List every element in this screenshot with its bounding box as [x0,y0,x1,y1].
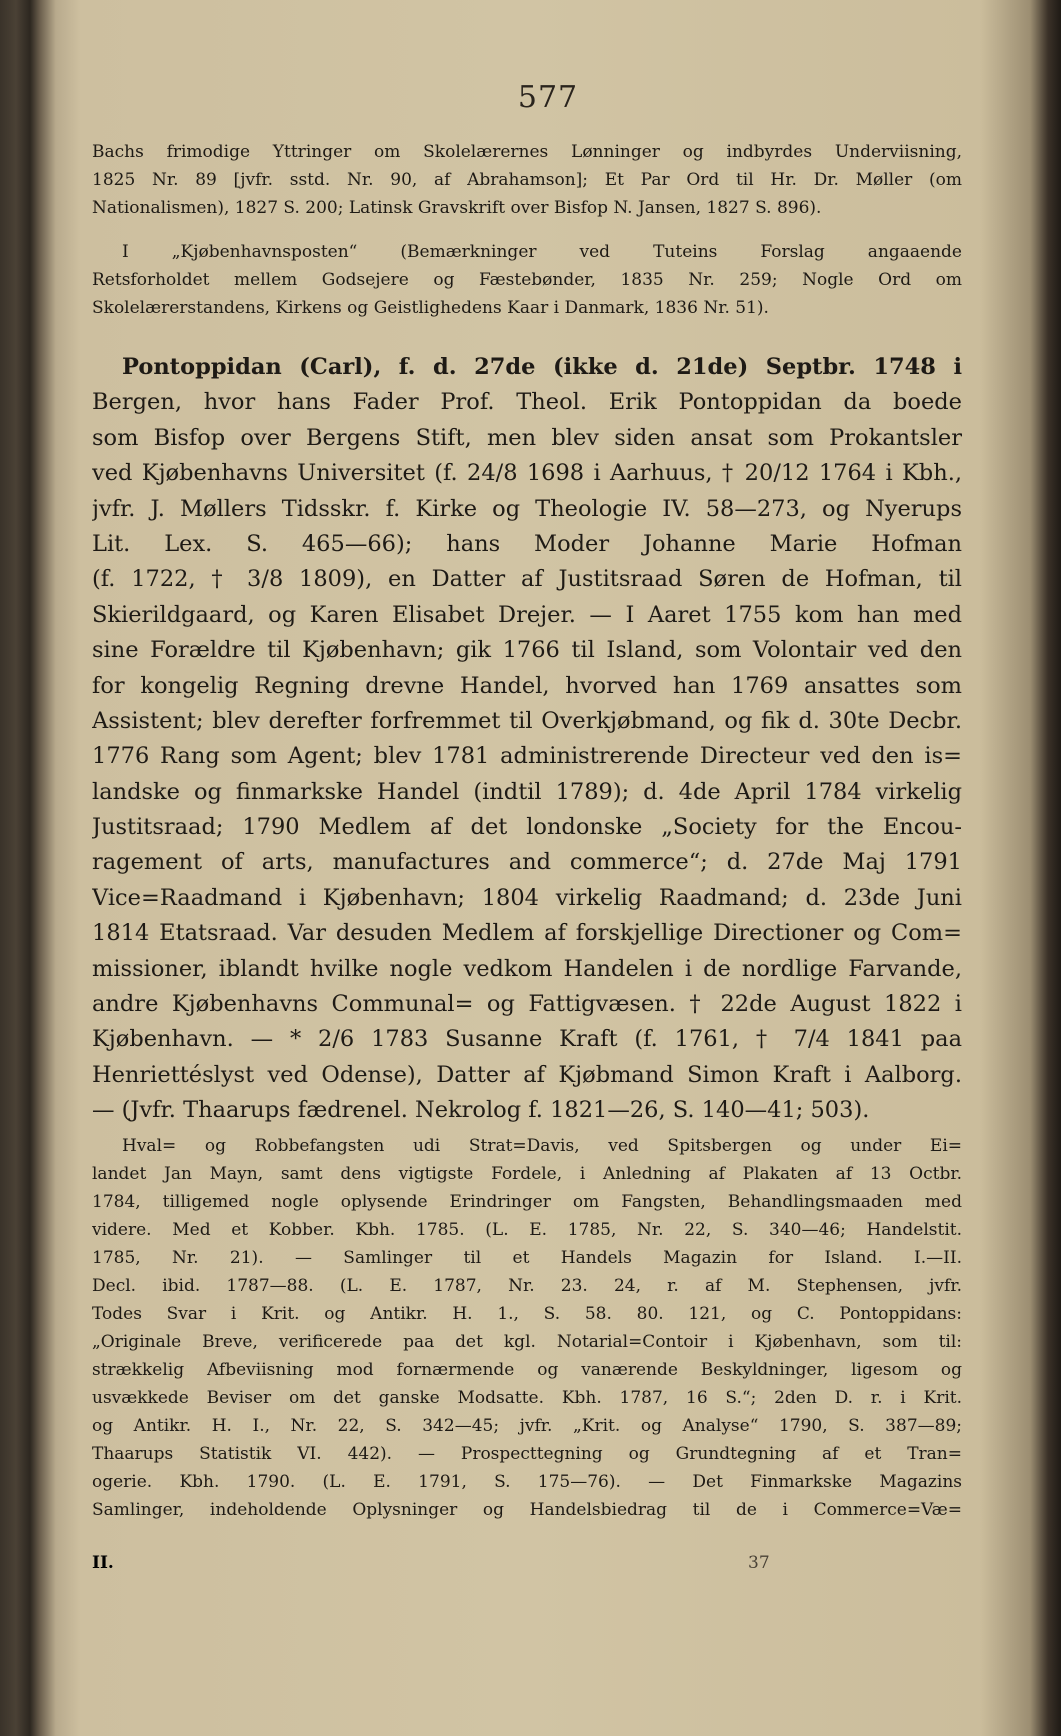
text-line: Vice=Raadmand i Kjøbenhavn; 1804 virkelig Raadmand; d. 23de Juni [92,884,962,911]
text-line: Skolelærerstandens, Kirkens og Geistlighedens Kaar i Danmark, 1836 Nr. 51). [92,298,769,318]
paragraph-bach-writings [92,138,962,222]
text-line: landske og finmarkske Handel (indtil 1789); d. 4de April 1784 virkelig [92,778,962,805]
paragraph-hval-og-robbefangsten [92,1132,962,1524]
text-line: videre. Med et Kobber. Kbh. 1785. (L. E. 1785, Nr. 22, S. 340—46; Handelstit. [92,1220,962,1240]
text-line: Skierildgaard, og Karen Elisabet Drejer. — I Aaret 1755 kom han med [92,601,962,628]
text-line: andre Kjøbenhavns Communal= og Fattigvæsen. † 22de August 1822 i [92,991,962,1018]
text-line: strækkelig Afbeviisning mod fornærmende og vanærende Beskyldninger, ligesom og [92,1360,962,1380]
text-line: Lit. Lex. S. 465—66); hans Moder Johanne Marie Hofman [92,530,962,557]
text-line: Retsforholdet mellem Godsejere og Fæstebønder, 1835 Nr. 259; Nogle Ord om [92,270,962,290]
text-line: Justitsraad; 1790 Medlem af det londonske „Society for the Encou- [92,814,962,841]
page-number: 577 [517,80,579,115]
text-line: Kjøbenhavn. — * 2/6 1783 Susanne Kraft (f. 1761, † 7/4 1841 paa [92,1026,962,1053]
signature-mark: 37 [748,1553,770,1573]
text-line: 1784, tilligemed nogle oplysende Erindringer om Fangsten, Behandlingsmaaden med [92,1192,962,1212]
text-line: Assistent; blev derefter forfremmet til Overkjøbmand, og fik d. 30te Decbr. [92,707,962,734]
text-line: som Bisfop over Bergens Stift, men blev siden ansat som Prokantsler [92,424,962,451]
entry-heading-line: Pontoppidan (Carl), f. d. 27de (ikke d. 21de) Septbr. 1748 i [122,354,962,380]
text-line: ogerie. Kbh. 1790. (L. E. 1791, S. 175—76). — Det Finmarkske Magazins [92,1472,962,1492]
text-line: Bergen, hvor hans Fader Prof. Theol. Erik Pontoppidan da boede [92,389,962,416]
text-line: Decl. ibid. 1787—88. (L. E. 1787, Nr. 23. 24, r. af M. Stephensen, jvfr. [92,1276,962,1296]
text-line: Hval= og Robbefangsten udi Strat=Davis, ved Spitsbergen og under Ei= [122,1136,962,1156]
text-line: Bachs frimodige Yttringer om Skolelærernes Lønninger og indbyrdes Underviisning, [92,142,962,162]
text-line: — (Jvfr. Thaarups fædrenel. Nekrolog f. 1821—26, S. 140—41; 503). [92,1097,870,1124]
text-line: jvfr. J. Møllers Tidsskr. f. Kirke og Theologie IV. 58—273, og Nyerups [92,495,962,522]
entry-pontoppidan-biography [92,350,962,1129]
volume-mark: II. [92,1553,114,1573]
book-page [58,0,1043,1736]
text-line: for kongelig Regning drevne Handel, hvorved han 1769 ansattes som [92,672,962,699]
text-line: Thaarups Statistik VI. 442). — Prospecttegning og Grundtegning af et Tran= [92,1444,962,1464]
paragraph-kjobenhavnsposten [92,238,962,322]
text-line: (f. 1722, † 3/8 1809), en Datter af Justitsraad Søren de Hofman, til [92,566,962,593]
text-line: Todes Svar i Krit. og Antikr. H. 1., S. 58. 80. 121, og C. Pontoppidans: [92,1304,962,1324]
text-line: sine Forældre til Kjøbenhavn; gik 1766 til Island, som Volontair ved den [92,637,962,664]
text-line: Nationalismen), 1827 S. 200; Latinsk Gravskrift over Bisfop N. Jansen, 1827 S. 896). [92,198,822,218]
text-line: 1814 Etatsraad. Var desuden Medlem af forskjellige Directioner og Com= [92,920,962,947]
text-line: ragement of arts, manufactures and commerce“; d. 27de Maj 1791 [92,849,962,876]
text-line: 1785, Nr. 21). — Samlinger til et Handels Magazin for Island. I.—II. [92,1248,962,1268]
text-line: ved Kjøbenhavns Universitet (f. 24/8 1698 i Aarhuus, † 20/12 1764 i Kbh., [92,460,962,487]
text-line: Samlinger, indeholdende Oplysninger og Handelsbiedrag til de i Commerce=Væ= [92,1500,962,1520]
text-line: og Antikr. H. I., Nr. 22, S. 342—45; jvfr. „Krit. og Analyse“ 1790, S. 387—89; [92,1416,962,1436]
text-line: 1825 Nr. 89 [jvfr. sstd. Nr. 90, af Abrahamson]; Et Par Ord til Hr. Dr. Møller (om [92,170,962,190]
text-line: I „Kjøbenhavnsposten“ (Bemærkninger ved Tuteins Forslag angaaende [122,242,962,262]
text-line: Henriettéslyst ved Odense), Datter af Kjøbmand Simon Kraft i Aalborg. [92,1061,962,1088]
text-line: 1776 Rang som Agent; blev 1781 administrerende Directeur ved den is= [92,743,962,770]
text-line: usvækkede Beviser om det ganske Modsatte. Kbh. 1787, 16 S.“; 2den D. r. i Krit. [92,1388,962,1408]
text-line: missioner, iblandt hvilke nogle vedkom Handelen i de nordlige Farvande, [92,955,962,982]
text-line: landet Jan Mayn, samt dens vigtigste Fordele, i Anledning af Plakaten af 13 Octbr. [92,1164,962,1184]
text-line: „Originale Breve, verificerede paa det kgl. Notarial=Contoir i Kjøbenhavn, som til: [92,1332,962,1352]
